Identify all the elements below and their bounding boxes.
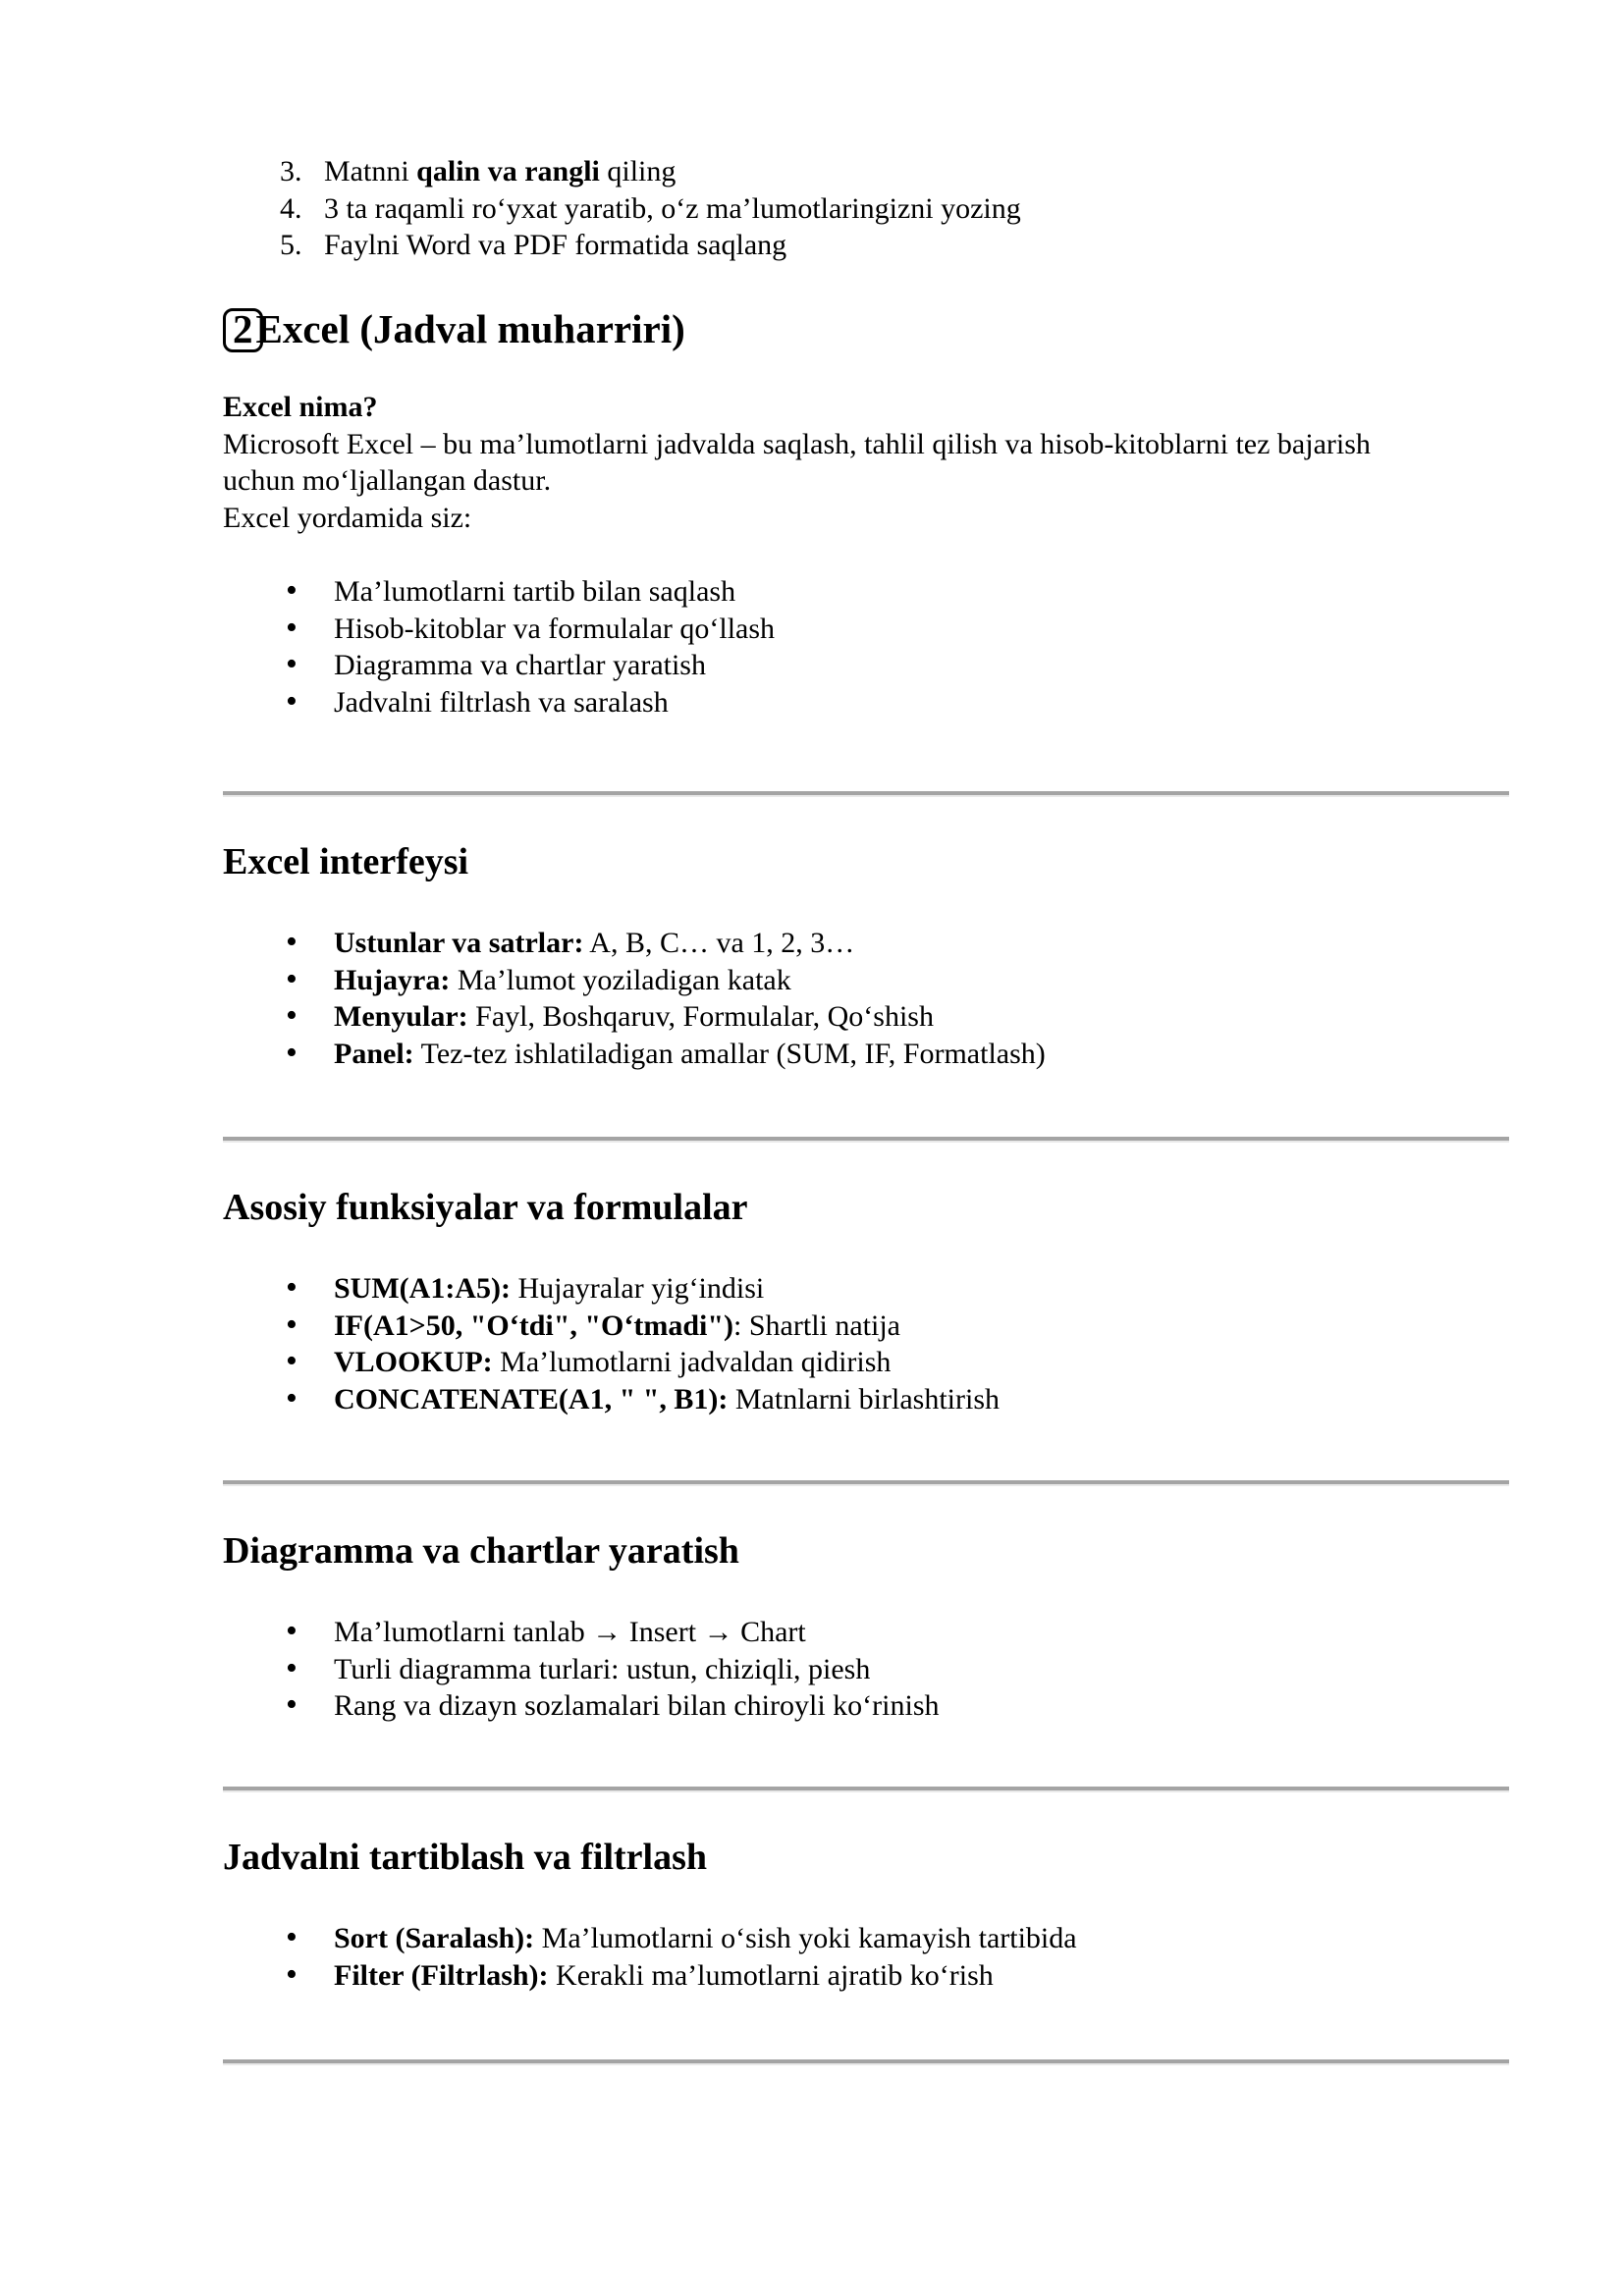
section-bullet-list [223, 1920, 1511, 1994]
bullet-item: • Hisob-kitoblar va formulalar qoʻllash [223, 611, 1511, 648]
list-text: Faylni Word va PDF formatida saqlang [324, 229, 787, 261]
section-bullet-list [223, 925, 1511, 1072]
numbered-item [223, 227, 1511, 264]
bullet-item: • IF(A1>50, "Oʻtdi", "Oʻtmadi"): Shartli natija [223, 1308, 1511, 1345]
bullet-item: • Hujayra: Ma’lumot yoziladigan katak [223, 962, 1511, 999]
bullet-item: • VLOOKUP: Ma’lumotlarni jadvaldan qidirish [223, 1344, 1511, 1381]
numbered-item [223, 153, 1511, 190]
horizontal-divider [223, 1137, 1509, 1143]
bullet-item: • Diagramma va chartlar yaratish [223, 647, 1511, 684]
horizontal-divider [223, 1480, 1509, 1486]
chapter-heading [223, 304, 1511, 353]
bullet-item: • CONCATENATE(A1, " ", B1): Matnlarni birlashtirish [223, 1381, 1511, 1418]
bullet-item: • Panel: Tez-tez ishlatiladigan amallar (SUM, IF, Formatlash) [223, 1036, 1511, 1073]
section-title: Excel interfeysi [223, 841, 469, 882]
bullet-item: • Filter (Filtrlash): Kerakli ma’lumotlarni ajratib koʻrish [223, 1957, 1511, 1995]
section-bullet-list [223, 1614, 1511, 1725]
bullet-item: • Menyular: Fayl, Boshqaruv, Formulalar, Qoʻshish [223, 998, 1511, 1036]
intro-paragraph [223, 389, 1511, 536]
chapter-title: Excel (Jadval muharriri) [255, 306, 685, 351]
chapter-number-box: 2 [223, 308, 263, 352]
bullet-item: • Rang va dizayn sozlamalari bilan chiroyli koʻrinish [223, 1687, 1511, 1725]
horizontal-divider [223, 2059, 1509, 2065]
horizontal-divider [223, 791, 1509, 797]
numbered-list [223, 153, 1511, 264]
list-number: 5. [280, 229, 302, 261]
bullet-item: • Ustunlar va satrlar: A, B, C… va 1, 2, 3… [223, 925, 1511, 962]
numbered-item [223, 190, 1511, 228]
section-bullet-list [223, 1270, 1511, 1417]
bullet-item: • Turli diagramma turlari: ustun, chiziqli, piesh [223, 1651, 1511, 1688]
bullet-item: • Ma’lumotlarni tartib bilan saqlash [223, 573, 1511, 611]
list-number: 4. [280, 191, 302, 225]
intro-line: Microsoft Excel – bu ma’lumotlarni jadvalda saqlash, tahlil qilish va hisob-kitoblarni tez bajarish [223, 427, 1371, 460]
bullet-item: • Sort (Saralash): Ma’lumotlarni oʻsish yoki kamayish tartibida [223, 1920, 1511, 1957]
intro-bullet-list [223, 573, 1511, 721]
bullet-item: • Jadvalni filtrlash va saralash [223, 684, 1511, 721]
intro-subheading: Excel nima? [223, 391, 378, 423]
intro-line: uchun moʻljallangan dastur. [223, 464, 552, 497]
section-title: Diagramma va chartlar yaratish [223, 1530, 739, 1572]
list-text: Matnni qalin va rangli qiling [324, 155, 677, 187]
bullet-item: • Ma’lumotlarni tanlab → Insert → Chart [223, 1614, 1511, 1651]
intro-line: Excel yordamida siz: [223, 501, 472, 534]
section-title: Jadvalni tartiblash va filtrlash [223, 1837, 707, 1878]
list-number: 3. [280, 155, 302, 187]
section-title: Asosiy funksiyalar va formulalar [223, 1187, 748, 1228]
horizontal-divider [223, 1787, 1509, 1792]
list-text: 3 ta raqamli roʻyxat yaratib, oʻz ma’lumotlaringizni yozing [324, 191, 1021, 225]
bullet-item: • SUM(A1:A5): Hujayralar yigʻindisi [223, 1270, 1511, 1308]
